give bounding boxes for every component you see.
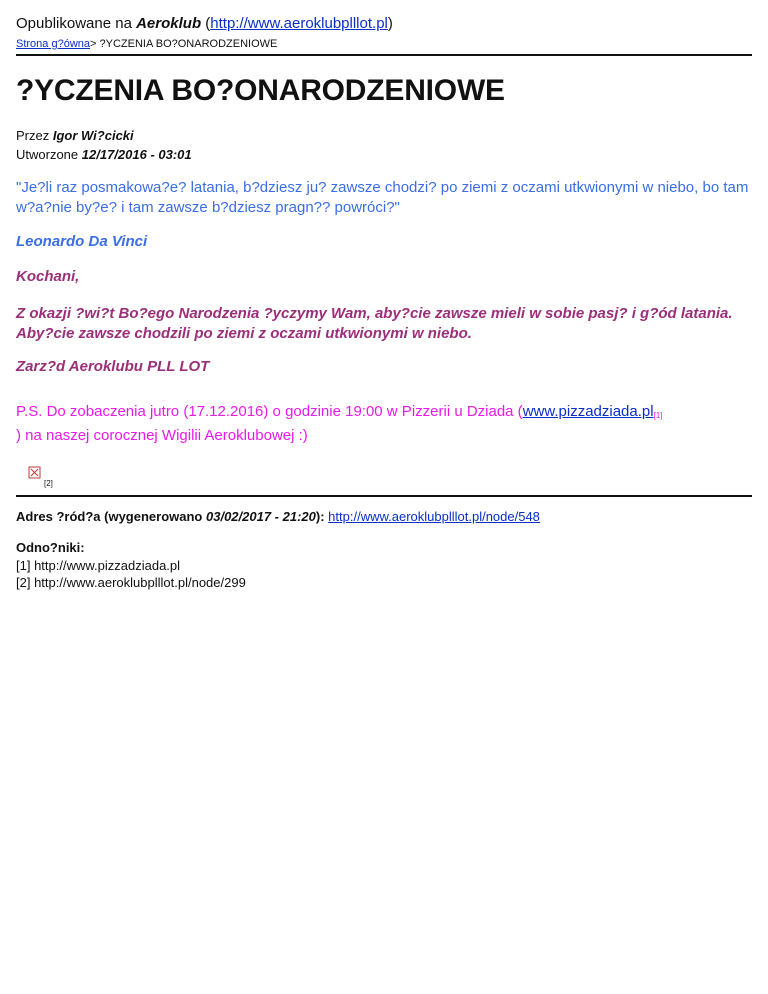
created-prefix: Utworzone — [16, 147, 79, 162]
open-paren: ( — [205, 15, 211, 32]
page-title: ?YCZENIA BO?ONARODZENIOWE — [16, 74, 505, 107]
notes-list — [16, 557, 246, 591]
signature: Zarz?d Aeroklubu PLL LOT — [16, 358, 210, 375]
ps-text-before: P.S. Do zobaczenia jutro (17.12.2016) o godzinie 19:00 w Pizzerii u Dziada ( — [16, 403, 523, 420]
author-name: Igor Wi?cicki — [52, 128, 134, 143]
notes-title: Odno?niki: — [16, 540, 85, 555]
pizzeria-link[interactable]: www.pizzadziada.pl — [522, 403, 654, 420]
broken-image-icon — [28, 466, 42, 480]
ps-footnote-ref: [1] — [653, 411, 663, 420]
published-on-line — [16, 15, 393, 32]
wishes-text: Z okazji ?wi?t Bo?ego Narodzenia ?yczymy Wam, aby?cie zawsze mieli w sobie pasj? i g?ód latania. Aby?cie zawsze chodzili po ziemi z oczami utkwionymi w niebo. — [16, 305, 733, 342]
published-prefix: Opublikowane na — [16, 15, 132, 32]
greeting: Kochani, — [16, 268, 80, 285]
site-url-link[interactable]: http://www.aeroklubplllot.pl — [210, 15, 388, 32]
author-prefix: Przez — [16, 128, 50, 143]
note-item: [1] http://www.pizzadziada.pl — [16, 558, 181, 573]
footer-divider — [16, 495, 752, 497]
breadcrumb-current: ?YCZENIA BO?ONARODZENIOWE — [99, 38, 278, 50]
breadcrumb — [16, 38, 277, 50]
breadcrumb-home-link[interactable]: Strona g?ówna — [16, 38, 90, 50]
breadcrumb-separator: > — [90, 38, 97, 50]
site-name: Aeroklub — [136, 15, 202, 32]
source-date: 03/02/2017 - 21:20 — [206, 509, 316, 524]
source-label: Adres ?ród?a (wygenerowano — [16, 509, 203, 524]
header-divider — [16, 54, 752, 56]
broken-image[interactable] — [28, 466, 68, 490]
source-url-link[interactable]: http://www.aeroklubplllot.pl/node/548 — [328, 509, 540, 524]
ps-text-after: ) na naszej corocznej Wigilii Aeroklubowej :) — [16, 427, 308, 444]
quote-author: Leonardo Da Vinci — [16, 233, 148, 250]
author-line — [16, 128, 134, 143]
close-paren: ) — [387, 15, 393, 32]
quote-text: "Je?li raz posmakowa?e? latania, b?dziesz ju? zawsze chodzi? po ziemi z oczami utkwionymi w niebo, bo tam w?a?nie by?e? i tam zawsze b?dziesz pragn?? powróci?" — [16, 179, 749, 216]
image-footnote-ref: [2] — [44, 479, 53, 488]
postscript — [16, 402, 752, 446]
created-date: 12/17/2016 - 03:01 — [81, 147, 192, 162]
created-line — [16, 147, 192, 162]
source-line — [16, 509, 540, 524]
note-item: [2] http://www.aeroklubplllot.pl/node/299 — [16, 575, 246, 590]
source-suffix: ): — [315, 509, 325, 524]
